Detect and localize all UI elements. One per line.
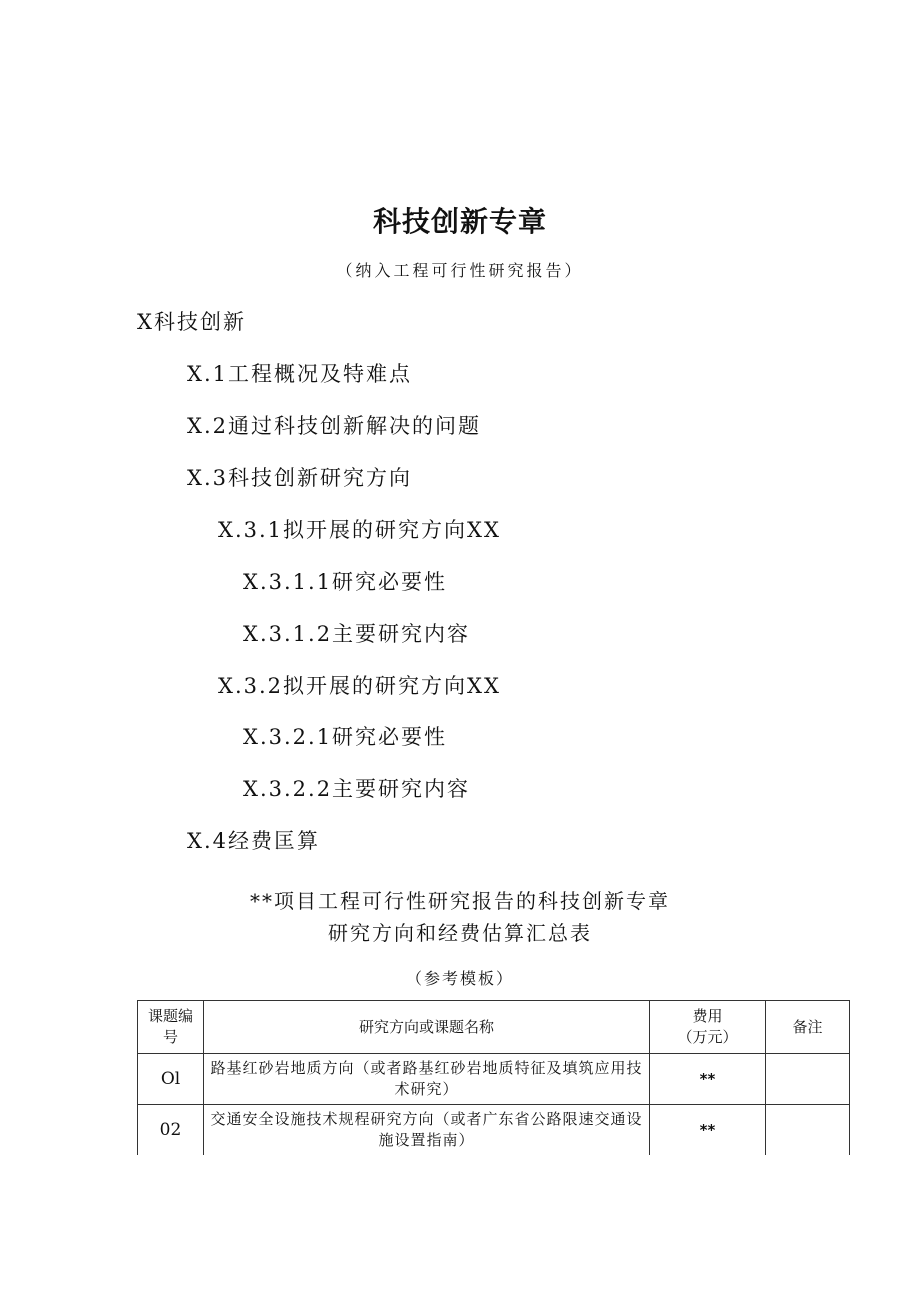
header-topic-name: 研究方向或课题名称: [204, 1001, 650, 1054]
cell-topic-name: 交通安全设施技术规程研究方向（或者广东省公路限速交通设施设置指南）: [204, 1105, 650, 1156]
heading-x3-2-1: X.3.2.1研究必要性: [243, 725, 448, 749]
heading-x1: X.1工程概况及特难点: [187, 362, 412, 386]
cell-topic-no: 02: [138, 1105, 204, 1156]
table-title-line1: **项目工程可行性研究报告的科技创新专章: [250, 889, 670, 913]
heading-science-innovation: X科技创新: [137, 310, 246, 334]
heading-x4: X.4经费匡算: [187, 829, 320, 853]
heading-x3: X.3科技创新研究方向: [187, 466, 412, 490]
cell-remark: [766, 1105, 850, 1156]
cell-topic-name: 路基红砂岩地质方向（或者路基红砂岩地质特征及填筑应用技术研究）: [204, 1054, 650, 1105]
header-fee: [650, 1001, 766, 1054]
header-fee-unit: （万元）: [677, 1028, 738, 1046]
heading-x3-1-2: X.3.1.2主要研究内容: [243, 622, 471, 646]
page-subtitle: （纳入工程可行性研究报告）: [336, 261, 584, 280]
header-topic-no: 课题编号: [138, 1001, 204, 1054]
cell-topic-no: Ol: [138, 1054, 204, 1105]
page-title: 科技创新专章: [372, 205, 547, 238]
heading-x3-2: X.3.2拟开展的研究方向XX: [218, 674, 501, 698]
heading-x3-2-2: X.3.2.2主要研究内容: [243, 777, 471, 801]
summary-table: [137, 1000, 850, 1155]
table-row: [138, 1054, 850, 1105]
heading-x3-1: X.3.1拟开展的研究方向XX: [218, 518, 501, 542]
heading-x3-1-1: X.3.1.1研究必要性: [243, 570, 448, 594]
cell-fee: **: [650, 1054, 766, 1105]
heading-x2: X.2通过科技创新解决的问题: [187, 414, 481, 438]
table-title-line2: 研究方向和经费估算汇总表: [328, 921, 592, 945]
table-header-row: [138, 1001, 850, 1054]
table-note: （参考模板）: [405, 969, 514, 988]
cell-fee: **: [650, 1105, 766, 1156]
cell-remark: [766, 1054, 850, 1105]
header-fee-label: 费用: [692, 1007, 723, 1025]
table-row: [138, 1105, 850, 1156]
header-remark: 备注: [766, 1001, 850, 1054]
